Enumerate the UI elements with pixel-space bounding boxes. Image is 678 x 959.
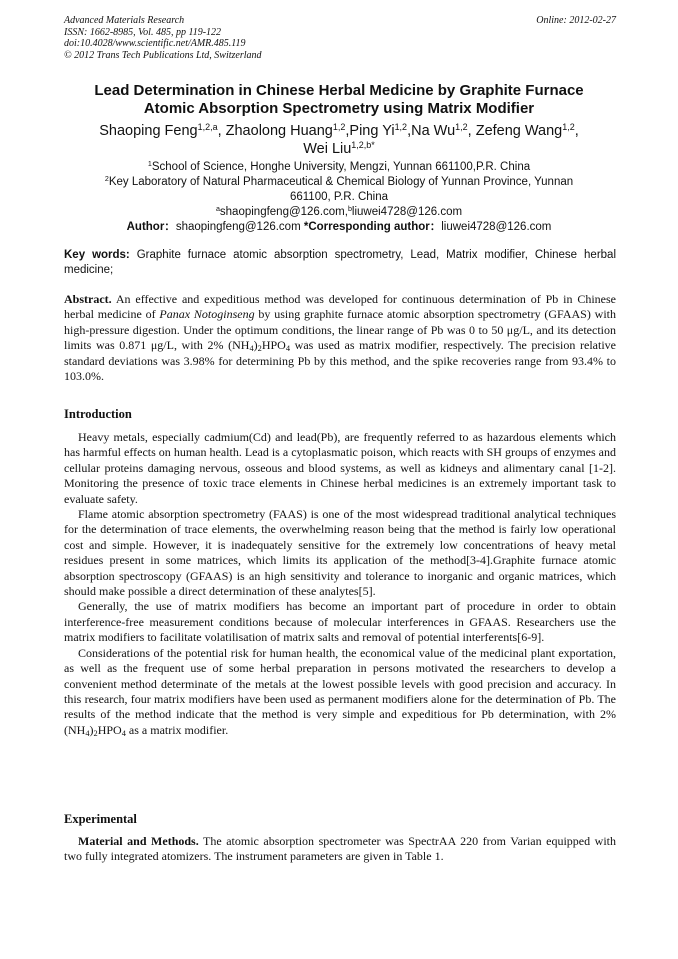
abstract-text: HPO (261, 338, 286, 353)
abstract-text: by using graphite furnace atomic absorption spectrometry (GFAAS) with high-pressure digestion. Under the optimum conditions, the linear range of Pb was 0 to 50 μg/L, and its detection limits was 0.871 μg/L, with 2% (NH (64, 307, 616, 353)
abstract-text: An effective and expeditious method was developed for continuous determination of Pb in Chinese herbal medicine of (64, 292, 616, 322)
author-affil-sup: 1,2 (562, 122, 575, 133)
subscript: 4 (85, 728, 90, 738)
author-name: Zefeng Wang (475, 123, 563, 139)
paragraph-text: Considerations of the potential risk for human health, the economical value of the medicinal plant exportation, as well as the frequent use of some herbal preparation in persons motivated the researchers to develop a convenient method determinate of the metals at the lowest possible levels with good precision and accuracy. In this research, four matrix modifiers have been used as permanent modifiers alone for the determination of Pb. The results of the method indicate that the method is very simple and expeditious for Pb determination, with 2% (NH (64, 645, 616, 737)
keywords-block (64, 248, 616, 277)
keywords-label: Key words: (64, 249, 130, 261)
affiliation-sup: 2 (104, 175, 109, 184)
issn-line: ISSN: 1662-8985, Vol. 485, pp 119-122 (64, 26, 222, 38)
author-name: Ping Yi (349, 123, 395, 139)
author-list (40, 122, 638, 158)
paragraph-text: ) (89, 722, 94, 737)
author-affil-sup: 1,2,a (197, 122, 218, 133)
title-line-1: Lead Determination in Chinese Herbal Medicine by Graphite Furnace (94, 82, 584, 99)
intro-paragraph-3: Generally, the use of matrix modifiers has become an important part of procedure in order to obtain interference-free measurement conditions because of molecular interferences in GFAAS. Researchers use the matrix modifiers to facilitate volatilisation of matrix salts and removal of potential interferents[6-9]. (64, 599, 616, 645)
journal-name: Advanced Materials Research (64, 15, 185, 26)
subscript: 4 (121, 728, 126, 738)
author-name: Wei Liu (303, 141, 352, 157)
author-affil-sup: 1,2 (394, 122, 408, 133)
email-line (50, 205, 628, 220)
abstract-block (64, 292, 616, 384)
author-separator: , (407, 123, 412, 139)
paragraph-text: The atomic absorption spectrometer was SpectrAA 220 from Varian equipped with two fully integrated atomizers. The instrument parameters are given in Table 1. (64, 834, 616, 864)
subscript: 4 (249, 344, 254, 354)
author-separator: , (217, 123, 226, 139)
author-affil-sup: 1,2 (332, 122, 346, 133)
email-a[interactable]: shaopingfeng@126.com, (219, 206, 348, 218)
email-b[interactable]: liuwei4728@126.com (351, 206, 463, 218)
keywords-text: Graphite furnace atomic absorption spectrometry, Lead, Matrix modifier, Chinese herbal medicine; (64, 249, 616, 276)
author-name: Shaoping Feng (99, 123, 198, 139)
affiliations (50, 160, 628, 235)
author-label: Author： (126, 221, 176, 233)
intro-paragraph-4 (64, 646, 616, 738)
affiliation-2 (50, 175, 628, 190)
experimental-heading: Experimental (64, 812, 137, 826)
introduction-heading: Introduction (64, 407, 132, 421)
corresponding-label: *Corresponding author： (303, 221, 442, 233)
subscript: 2 (93, 728, 98, 738)
author-separator: , (574, 123, 579, 139)
author-affil-sup: 1,2,b* (351, 140, 375, 151)
affiliation-1 (50, 160, 628, 175)
intro-paragraph-1: Heavy metals, especially cadmium(Cd) and lead(Pb), are frequently referred to as hazardous elements which has harmful effects on human health. Lead is a cytoplasmatic poison, which reacts with SH groups of enzymes and cellular proteins damaging nervous, osseous and blood systems, as well as kidneys and alimentary canal [1-2]. Monitoring the presence of toxic trace elements in Chinese herbal medicines is an extremely important task to evaluate safety. (64, 430, 616, 506)
author-separator: , (467, 123, 476, 139)
author-name: Zhaolong Huang (225, 123, 333, 139)
journal-header (64, 15, 616, 61)
paragraph-text: as a matrix modifier. (125, 722, 229, 737)
affiliation-text: School of Science, Honghe University, Mengzi, Yunnan 661100,P.R. China (151, 161, 531, 173)
email-sup: a (215, 205, 220, 214)
abstract-label: Abstract. (64, 292, 112, 306)
author-affil-sup: 1,2 (455, 122, 468, 133)
doi-line: doi:10.4028/www.scientific.net/AMR.485.119 (64, 38, 246, 49)
author-email[interactable]: shaopingfeng@126.com (175, 221, 304, 233)
affiliation-sup: 1 (147, 160, 152, 169)
email-sup: b (347, 205, 352, 214)
author-name: Na Wu (411, 123, 456, 139)
introduction-body (64, 430, 616, 738)
intro-paragraph-2: Flame atomic absorption spectrometry (FAAS) is one of the most widespread traditional analytical techniques for the determination of trace elements, the overwhelming reason being that the method is fairly low operational cost and simple. However, it is inadequately sensitive for the extremely low concentrations of heavy metal residues present in some matrices, which limits its application of the method[3-4].Graphite furnace atomic absorption spectroscopy (GFAAS) is an high sensitivity and tolerance to inorganic and organic matrices, which should make possible a direct determination of these analytes[5]. (64, 507, 616, 599)
title-line-2: Atomic Absorption Spectrometry using Matrix Modifier (143, 100, 535, 117)
corresponding-email[interactable]: liuwei4728@126.com (441, 221, 552, 233)
subscript: 2 (257, 344, 262, 354)
online-date: Online: 2012-02-27 (536, 15, 616, 26)
copyright-line: © 2012 Trans Tech Publications Ltd, Switzerland (64, 49, 262, 61)
author-contact-line (50, 220, 628, 235)
affiliation-2-cont: 661100, P.R. China (289, 191, 389, 203)
affiliation-text: Key Laboratory of Natural Pharmaceutical & Chemical Biology of Yunnan Province, Yunnan (108, 176, 574, 188)
experimental-paragraph (64, 834, 616, 865)
subsection-label: Material and Methods. (78, 834, 199, 848)
author-separator: , (345, 123, 350, 139)
abstract-text: was used as matrix modifier, respectively. The precision relative standard deviations was 3.98% for determining Pb by this method, and the spike recoveries range from 93.4% to 103.0%. (64, 338, 616, 384)
subscript: 4 (285, 344, 291, 354)
paper-title (40, 82, 638, 118)
abstract-text: ) (253, 338, 258, 353)
species-name: Panax Notoginseng (159, 307, 255, 322)
experimental-body (64, 834, 616, 865)
paragraph-text: HPO (97, 722, 122, 737)
